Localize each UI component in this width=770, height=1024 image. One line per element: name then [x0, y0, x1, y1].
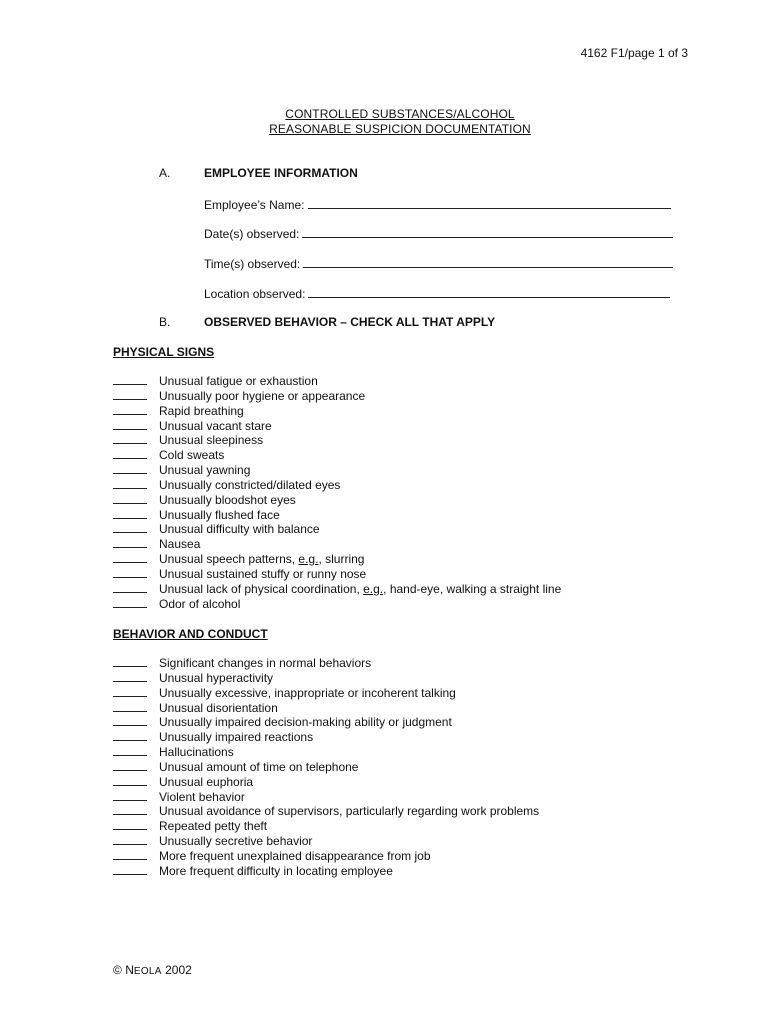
- list-item: [113, 834, 313, 849]
- check-blank[interactable]: [113, 433, 147, 444]
- item-text: Significant changes in normal behaviors: [159, 656, 372, 670]
- check-blank[interactable]: [113, 790, 147, 801]
- check-blank[interactable]: [113, 478, 147, 489]
- item-text: Unusual hyperactivity: [159, 670, 274, 685]
- item-text: Unusually poor hygiene or appearance: [159, 388, 366, 403]
- section-b-letter: B.: [159, 315, 171, 329]
- times-observed-line[interactable]: [303, 256, 673, 268]
- location-observed-label: Location observed:: [204, 287, 306, 301]
- list-item: [113, 715, 452, 730]
- check-blank[interactable]: [113, 493, 147, 504]
- check-blank[interactable]: [113, 671, 147, 682]
- list-item: [113, 596, 241, 612]
- item-text: Unusual sleepiness: [159, 433, 264, 448]
- employee-name-label: Employee’s Name:: [204, 198, 305, 212]
- check-blank[interactable]: [113, 537, 147, 548]
- location-observed-line[interactable]: [308, 286, 670, 298]
- location-observed-field[interactable]: [204, 286, 670, 301]
- publisher-name: [125, 963, 162, 977]
- publisher-initial: N: [125, 963, 134, 977]
- publisher-rest: EOLA: [133, 966, 162, 977]
- item-text: Unusually bloodshot eyes: [159, 492, 296, 507]
- list-item: [113, 656, 372, 671]
- check-blank[interactable]: [113, 567, 147, 578]
- list-item: [113, 552, 365, 567]
- item-text-pre: Unusual lack of physical coordination,: [159, 581, 364, 596]
- check-blank[interactable]: [113, 374, 147, 385]
- check-blank[interactable]: [113, 701, 147, 712]
- list-item: [113, 374, 318, 389]
- list-item: [113, 522, 320, 537]
- item-text: Hallucinations: [159, 745, 234, 760]
- item-text: Unusually secretive behavior: [159, 834, 313, 849]
- list-item: [113, 700, 278, 716]
- physical-signs-list: [113, 374, 562, 612]
- list-item: [113, 537, 201, 552]
- item-text: Unusually constricted/dilated eyes: [159, 477, 341, 492]
- check-blank[interactable]: [113, 715, 147, 726]
- list-item: [113, 463, 251, 478]
- copyright-year: 2002: [165, 963, 192, 977]
- item-text-pre: Unusual speech patterns,: [159, 552, 299, 567]
- item-text: More frequent difficulty in locating employee: [159, 863, 393, 878]
- list-item: [113, 789, 245, 805]
- check-blank[interactable]: [113, 745, 147, 756]
- check-blank[interactable]: [113, 849, 147, 860]
- list-item: [113, 433, 264, 448]
- list-item: [113, 759, 359, 775]
- list-item: [113, 581, 562, 597]
- list-item: [113, 774, 254, 790]
- check-blank[interactable]: [113, 864, 147, 875]
- check-blank[interactable]: [113, 834, 147, 845]
- document-title: [0, 107, 770, 137]
- check-blank[interactable]: [113, 389, 147, 400]
- check-blank[interactable]: [113, 656, 147, 667]
- item-text: Repeated petty theft: [159, 819, 268, 834]
- check-blank[interactable]: [113, 552, 147, 563]
- check-blank[interactable]: [113, 597, 147, 608]
- list-item: [113, 403, 244, 419]
- item-text: Nausea: [159, 537, 201, 552]
- title-line-2: REASONABLE SUSPICION DOCUMENTATION: [269, 122, 531, 136]
- item-text: Unusual difficulty with balance: [159, 522, 320, 537]
- check-blank[interactable]: [113, 522, 147, 533]
- check-blank[interactable]: [113, 775, 147, 786]
- item-text: Rapid breathing: [159, 403, 244, 418]
- item-text: Unusual yawning: [159, 463, 251, 478]
- item-text: [159, 552, 364, 567]
- section-a-heading: EMPLOYEE INFORMATION: [204, 166, 358, 180]
- check-blank[interactable]: [113, 448, 147, 459]
- check-blank[interactable]: [113, 730, 147, 741]
- behavior-list: [113, 656, 540, 879]
- item-text: Unusual amount of time on telephone: [159, 759, 359, 774]
- check-blank[interactable]: [113, 686, 147, 697]
- item-text: Violent behavior: [159, 789, 245, 804]
- list-item: [113, 670, 274, 686]
- list-item: [113, 448, 225, 463]
- list-item: [113, 388, 366, 404]
- dates-observed-field[interactable]: [204, 226, 673, 241]
- employee-name-field[interactable]: [204, 197, 671, 212]
- list-item: [113, 745, 234, 760]
- times-observed-label: Time(s) observed:: [204, 257, 301, 271]
- copyright-symbol: ©: [113, 963, 122, 977]
- physical-signs-heading: PHYSICAL SIGNS: [113, 345, 215, 359]
- check-blank[interactable]: [113, 419, 147, 430]
- check-blank[interactable]: [113, 463, 147, 474]
- eg-abbrev: e.g.: [298, 552, 319, 567]
- list-item: [113, 685, 456, 701]
- section-b-heading: OBSERVED BEHAVIOR – CHECK ALL THAT APPLY: [204, 315, 496, 329]
- list-item: [113, 819, 268, 834]
- list-item: [113, 492, 296, 508]
- list-item: [113, 848, 431, 864]
- copyright-footer: [113, 963, 192, 977]
- item-text: More frequent unexplained disappearance from job: [159, 848, 431, 863]
- check-blank[interactable]: [113, 508, 147, 519]
- list-item: [113, 863, 393, 879]
- check-blank[interactable]: [113, 404, 147, 415]
- page-reference: 4162 F1/page 1 of 3: [580, 46, 688, 60]
- item-text: Odor of alcohol: [159, 596, 241, 611]
- item-text: Unusually impaired decision-making ability or judgment: [159, 715, 452, 730]
- item-text: Unusual disorientation: [159, 700, 278, 715]
- check-blank[interactable]: [113, 804, 147, 815]
- list-item: [113, 804, 540, 819]
- employee-name-line[interactable]: [308, 197, 671, 209]
- dates-observed-label: Date(s) observed:: [204, 227, 300, 241]
- item-text: Unusually excessive, inappropriate or incoherent talking: [159, 685, 456, 700]
- check-blank[interactable]: [113, 819, 147, 830]
- dates-observed-line[interactable]: [302, 226, 673, 238]
- item-text: Unusual fatigue or exhaustion: [159, 374, 318, 388]
- list-item: [113, 507, 280, 523]
- behavior-heading: BEHAVIOR AND CONDUCT: [113, 627, 268, 641]
- item-text: Unusual avoidance of supervisors, particularly regarding work problems: [159, 804, 540, 819]
- item-text-post: hand-eye, walking a straight line: [386, 581, 562, 596]
- item-text: [159, 582, 561, 597]
- check-blank[interactable]: [113, 582, 147, 593]
- item-text: Cold sweats: [159, 448, 225, 463]
- item-text: Unusually impaired reactions: [159, 730, 314, 745]
- item-text: Unusually flushed face: [159, 507, 280, 522]
- item-text: Unusual sustained stuffy or runny nose: [159, 566, 367, 581]
- section-a-letter: A.: [159, 166, 171, 180]
- times-observed-field[interactable]: [204, 256, 673, 271]
- eg-abbrev: e.g.,: [363, 581, 387, 596]
- item-text: Unusual vacant stare: [159, 418, 272, 433]
- item-text-post: , slurring: [318, 552, 365, 567]
- list-item: [113, 418, 272, 434]
- list-item: [113, 730, 314, 745]
- title-line-1: CONTROLLED SUBSTANCES/ALCOHOL: [285, 107, 515, 121]
- check-blank[interactable]: [113, 760, 147, 771]
- list-item: [113, 566, 367, 582]
- list-item: [113, 477, 341, 493]
- item-text: Unusual euphoria: [159, 774, 254, 789]
